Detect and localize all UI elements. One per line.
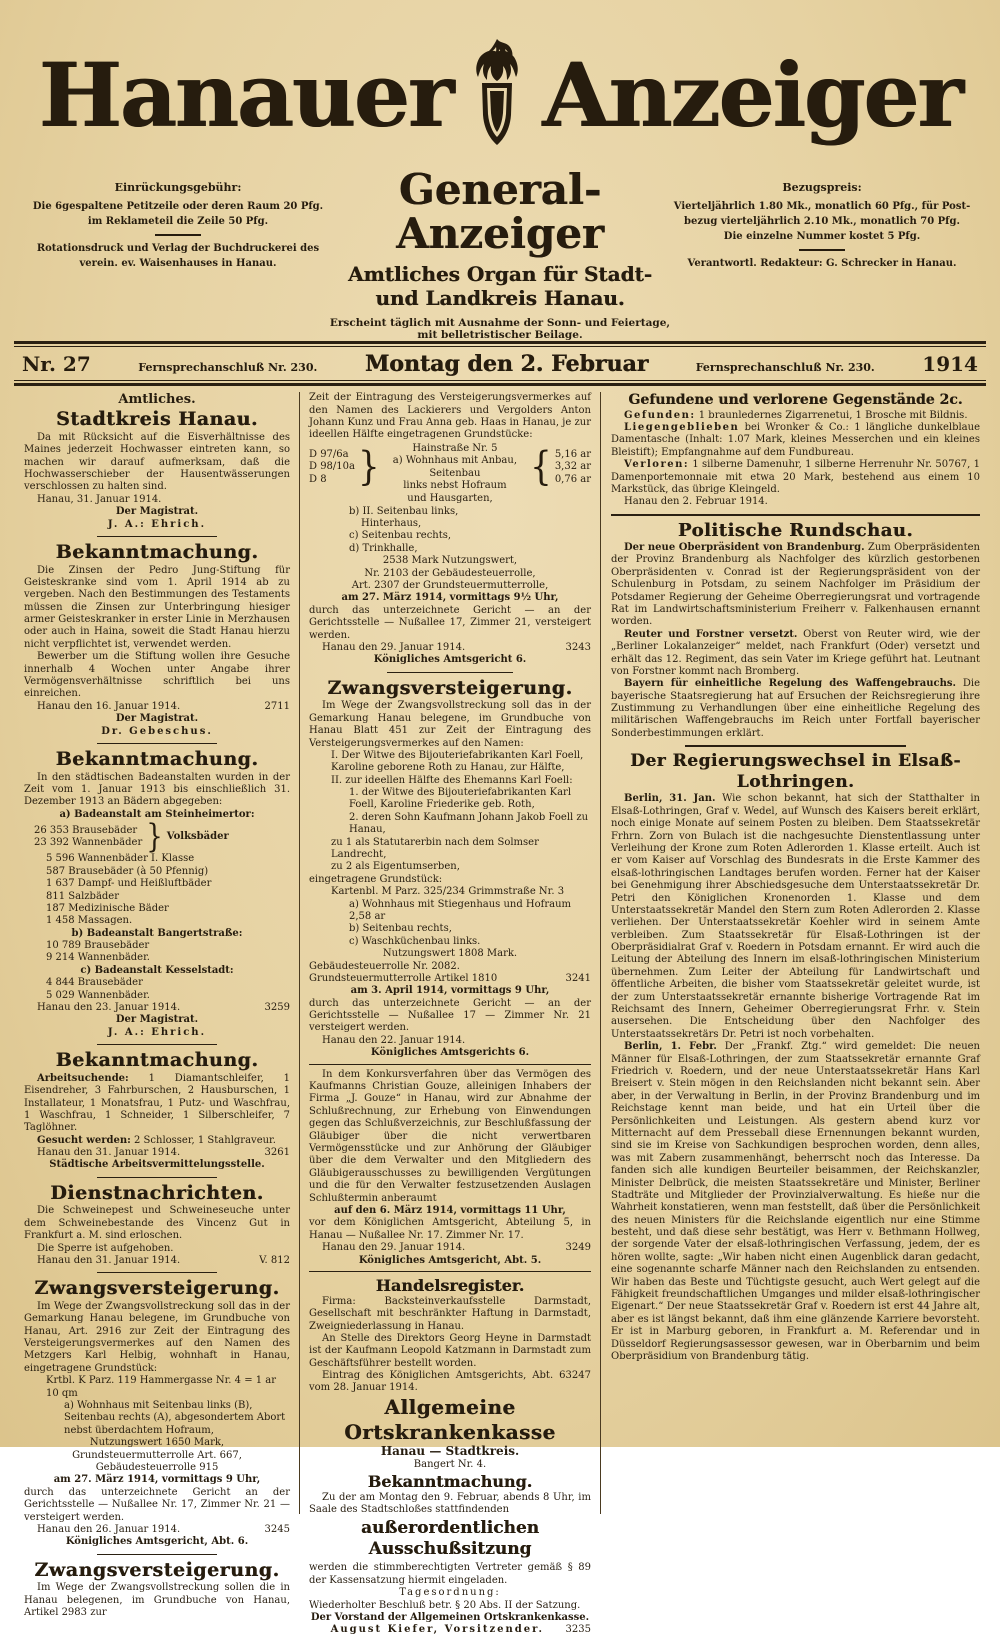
date-row [24,701,290,713]
list-item: 1 637 Dampf- und Heißluftbäder [46,878,212,890]
divider [155,234,201,236]
article-paragraph: Die Sperre ist aufgehoben. [37,1242,174,1254]
date-row [24,1002,290,1014]
article-paragraph [611,629,980,679]
section-divider [97,536,217,537]
article-date: Hanau den 16. Januar 1914. [37,700,181,712]
ref-number: 3259 [264,1002,290,1014]
ref-number: 3245 [264,1523,290,1535]
article-amtliches [24,392,290,537]
section-divider [387,672,514,673]
section-divider [97,1272,217,1273]
signature: Der Magistrat. [115,713,199,725]
subscription-heading: Bezugspreis: [782,181,862,194]
article-paragraph [611,459,980,496]
dateline-lead: Berlin, 31. Jan. [624,793,716,805]
article-title: Stadtkreis Hanau. [56,408,258,431]
article-title: Zwangsversteigerung. [327,676,573,699]
list-line: eingetragene Grundstück: [309,873,443,885]
article-paragraph: durch das unterzeichnete Gericht an der Gerichtsstelle — Nußallee Nr. 17, Zimmer Nr. 21 — versteigert werden. [24,1486,290,1523]
subscription-box [672,168,972,341]
list-line: zu 2 als Eigentumserben, [331,861,460,873]
article-regierungswechsel [611,751,980,1363]
signature: August Kiefer, Vorsitzender. [330,1624,544,1636]
article-date: Hanau den 26. Januar 1914. [37,1523,181,1535]
list-line: zu 1 als Statutarerbin nach dem Solmser Landrecht, [331,836,539,861]
parcel-desc: a) Wohnhaus mit Anbau, Seitenbau [392,455,517,479]
article-title: Bekanntmachung. [55,747,259,770]
editor-line: Verantwortl. Redakteur: G. Schrecker in Hanau. [687,257,957,269]
date-row [309,1242,591,1254]
signature: Städtische Arbeitsvermittelungsstelle. [49,1159,265,1171]
list-item: 587 Brausebäder (à 50 Pfennig) [46,865,209,877]
date-row [24,1147,290,1159]
list-item: 1 458 Massagen. [46,915,133,927]
list-item: 4 844 Brausebäder [46,977,143,989]
masthead-title-right: Anzeiger [541,43,962,147]
article-paragraph: Da mit Rücksicht auf die Eisverhältnisse des Maines jederzeit Hochwasser eintreten kann, so machen wir darauf aufmerksam, daß die Hochwasserschieber der Hausentwässerungen verschlossen zu halten sind. [24,431,290,493]
article-paragraph: In dem Konkursverfahren über das Vermögen des Kaufmanns Christian Gouze, alleinigen Inhabers der Firma „J. Gouze“ in Hanau, wird zur Abnahme der Schlußrechnung, zur Erhebung von Einwendungen gegen das Schlußverzeichnis, zur Beschlußfassung der Gläubiger über die nicht verwertbaren Vermögensstücke und zur Anhörung der Gläubiger über die dem Verwalter und den Mitgliedern des Gläubigerausschusses zu bewilligenden Vergütungen und die für den Verwalter festzusetzenden Auslagen Schlußtermin anberaumt [309,1068,591,1204]
property-line: c) Seitenbau rechts, [349,530,452,542]
paragraph-text: Der „Frankf. Ztg.“ wird gemeldet: Die neuen Männer für Elsaß-Lothringen, der zum Staatssekretär ernannte Graf Friedrich v. Roedern, und der neue Unterstaatssekretär Hans Karl Breisert v. Stein mögen in den Reichslanden nicht bekannt sein. Aber aber, in der Verwaltung in Berlin, in der Provinz Brandenburg und im Reichstage kennt man beide, und hat ein Urteil über die Persönlichkeiten und Leistungen. Als gestern abend kurz vor Mitternacht auf dem Presseball diese Ernennungen bekannt wurden, sind sie im Kreise von Sachkundigen besprochen worden, denn alles, was mit Zabern zusammenhängt, beherrscht noch das Interesse. Da fanden sich alle kundigen Beurteiler beisammen, der Reichskanzler, Minister Delbrück, die meisten Staatssekretäre und Minister, Berliner Stadträte und Mitglieder der Provinzialverwaltung. Es hieße nur die Wahrheit konstatieren, wenn man feststellt, daß über die Persönlichkeit des neuen Ministers für die Reichslande eigentlich nur eine Stimme besteht, und daß diese sehr bestätigt, was Herr v. Bethmann Hollweg, der sorgende Vater der elsaß-lothringischen Verfassung, jedem, der es hören wollte, sagte: „Wir haben nicht einen Augenblick daran gedacht, eine sogenannte scharfe Männer nach den Reichslanden zu entsenden. Wir haben das Beste und Tüchtigste gesucht, auch Wert gelegt auf die Fähigkeit freundschaftlichen Umganges und milder elsaß-lothringischer Eigenart.“ Der neue Staatssekretär Graf v. Roedern ist erst 44 Jahre alt, aber es ist längst bekannt, daß ihm eine glänzende Karriere bevorsteht. Er ist in Marburg geboren, in Frankfurt a. M. Referendar und in Düsseldorf Regierungsassessor gewesen, war in Oberbarnim und beim Oberpräsidium von Brandenburg tätig. [611,1041,980,1362]
article-date: Hanau den 2. Februar 1914. [624,496,768,508]
article-title: Zwangsversteigerung. [34,1277,280,1300]
auction-datetime: am 27. März 1914, vormittags 9 Uhr, [53,1474,261,1486]
list-heading: a) Badeanstalt am Steinheimertor: [59,808,255,820]
ref-number: 3243 [565,642,591,653]
article-bekanntmachung-1 [24,541,290,744]
property-line: Gebäudesteuerrolle Nr. 2082. [309,960,460,972]
section-divider [97,1177,217,1178]
list-item: 10 789 Brausebäder [46,940,150,952]
bold-lead: Der neue Oberpräsident von Brandenburg. [624,541,865,553]
section-divider [97,1554,217,1555]
parcel-label: D 98/10a [309,461,355,473]
section-divider [97,1044,217,1045]
signature: Der Vorstand der Allgemeinen Ortskrankenkasse. [310,1612,590,1624]
article-dienstnachrichten [24,1182,290,1274]
signature: Dr. Gebeschus. [101,725,213,737]
paragraph-text: Die bayerische Staatsregierung hat auf Ersuchen der Reichsregierung ihre Zustimmung zu Verhandlungen über eine einheitliche Regelung des militärischen Waffengebrauchs im Reich unter Fortfall bayerischer Sonderbestimmungen erklärt. [611,678,980,739]
article-paragraph: durch das unterzeichnete Gericht — an der Gerichtsstelle — Nußallee 17, Zimmer 21, versteigert werden. [309,604,591,641]
article-paragraph [611,422,980,459]
subscription-line: Vierteljährlich 1.80 Mk., monatlich 60 Pfg., für Post- [673,200,971,212]
article-bekanntmachung-3 [24,1049,290,1178]
article-continuation [309,392,591,673]
property-line: Grundsteuermutterrolle Artikel 1810 [309,972,498,984]
property-line: b) Seitenbau rechts, [349,923,452,935]
article-title: Der Regierungswechsel in Elsaß-Lothringen. [630,751,961,793]
subtitle: General-Anzeiger [396,165,604,259]
bold-lead: Bayern für einheitliche Regelung des Waffengebrauchs. [624,678,956,690]
property-line: 2538 Mark Nutzungswert, [382,555,518,567]
article-paragraph: Zeit der Eintragung des Versteigerungsvermerkes auf den Namen des Lackierers und Vergolders Anton Johann Kunz und Frau Anna geb. Haas in Hanau, je zur ideellen Hälfte eingetragenen Grundstücke: [309,392,591,441]
article-fundsachen [611,392,980,515]
organ-line: Amtliches Organ für Stadt- und Landkreis Hanau. [348,262,652,311]
article-title: Bekanntmachung. [367,1471,533,1491]
imprint-line: Rotationsdruck und Verlag der Buchdruckerei des [36,242,320,254]
subscription-line: Die einzelne Nummer kostet 5 Pfg. [723,230,921,242]
date-row [24,1524,290,1536]
masthead [0,0,1000,164]
column-2 [299,392,600,1636]
phone-left: Fernsprechanschluß Nr. 230. [138,361,318,375]
signature: Königliches Amtsgericht, Abt. 6. [65,1536,249,1548]
group-label: Volksbäder [166,831,229,843]
brace-glyph: } [146,818,163,856]
article-date: Hanau den 29. Januar 1914. [322,1242,466,1254]
ref-number: 3241 [565,972,591,984]
article-paragraph: Eintrag des Königlichen Amtsgerichts, Abt. 6 vom 28. Januar 1914. [309,1370,566,1394]
divider [799,249,845,251]
signature: J. A.: Ehrich. [107,1026,207,1038]
property-line: Kartenbl. M Parz. 325/234 Grimmstraße Nr. 3 [331,886,565,898]
list-item: 23 392 Wannenbäder [34,837,143,849]
pricing-box [28,168,328,341]
section-divider [309,1271,591,1272]
list-item: 9 214 Wannenbäder. [46,952,150,964]
signature-row [309,1624,591,1636]
article-paragraph: An Stelle des Direktors Georg Heyne in Darmstadt ist der Kaufmann Leopold Katzmann in Darmstadt zum Geschäftsführer bestellt worden. [309,1332,591,1369]
brace-glyph: { [530,444,552,491]
article-date: Hanau, 31. Januar 1914. [37,493,162,505]
article-date: Hanau den 23. Januar 1914. [37,1002,181,1014]
property-line: Nr. 2103 der Gebäudesteuerrolle, [364,567,536,579]
auction-datetime: am 27. März 1914, vormittags 9½ Uhr, [341,592,559,604]
article-date: Hanau den 31. Januar 1914. [37,1147,181,1159]
bold-lead: Gesucht werden: [37,1134,131,1146]
bold-lead: Reuter und Forstner versetzt. [624,628,798,640]
issue-year: 1914 [922,352,978,377]
issue-date: Montag den 2. Februar [364,351,649,378]
article-bekanntmachung-2 [24,748,290,1045]
date-row [309,1370,591,1395]
issue-number: Nr. 27 [22,352,91,377]
agenda-item: Wiederholter Beschluß betr. § 20 Abs. II der Satzung. [309,1599,581,1611]
section-divider [97,743,217,744]
article-paragraph: Im Wege der Zwangsvollstreckung sollen die in Hanau belegenen, im Grundbuche von Hanau, Artikel 2983 zur [24,1582,290,1619]
ref-number: 3235 [565,1624,591,1636]
paragraph-text: 1 Diamantschleifer, 1 Eisendreher, 3 Fahrburschen, 2 Hausburschen, 1 Installateur, 1 Monatsfrau, 1 Putz- und Waschfrau, 1 Waschfrau, 1 Schneider, 1 Silberschleifer, 7 Taglöhner. [24,1072,290,1134]
pricing-heading: Einrückungsgebühr: [114,181,242,194]
article-paragraph: Bewerber um die Stiftung wollen ihre Gesuche innerhalb 4 Wochen unter Angabe ihrer Vermögensverhältnisse schriftlich bei uns einreichen. [24,651,290,700]
agenda-heading: Tagesordnung: [399,1587,501,1599]
property-line: c) Waschküchenbau links. [349,935,481,947]
paragraph-text: Oberst von Reuter wird, wie der „Berliner Lokalanzeiger“ meldet, nach Frankfurt (Oder) versetzt und erhält das 12. Regiment, das sein Vater im Kriege geführt hat. Leutnant von Forstner kommt nach Bromberg. [611,628,980,677]
article-paragraph: Die Zinsen der Pedro Jung-Stiftung für Geisteskranke sind vom 1. April 1914 ab zu vergeben. Nach den Bestimmungen des Testaments müssen die Zinsen zur Unterbringung hiesiger armer Geisteskranker in erster Linie in Merzhausen oder auch in Haina, soweit die Stadt Hanau hierzu nicht verpflichtet ist, verwendet werden. [24,564,290,650]
article-date: Hanau den 29. Januar 1914. [322,642,466,653]
list-item: 187 Medizinische Bäder [46,902,169,914]
list-line: 1. der Witwe des Bijouteriefabrikanten Karl Foell, Karoline Friederike geb. Roth, [349,787,572,811]
hearing-datetime: auf den 6. März 1914, vormittags 11 Uhr, [334,1204,566,1216]
article-title: Zwangsversteigerung. [34,1558,280,1581]
parcel-table [309,443,591,493]
article-subtitle: Bangert Nr. 4. [413,1459,487,1471]
article-zwangsversteigerung-1 [24,1277,290,1554]
parcel-desc: Hainstraße Nr. 5 [412,442,498,454]
property-line: und Hausgarten, [407,493,493,505]
property-line: Art. 2307 der Grundsteuermutterrolle, [351,580,549,592]
masthead-center [328,165,672,342]
list-line: I. Der Witwe des Bijouteriefabrikanten Karl Foell, Karoline geborene Roth zu Hanau, zur Hälfte, [331,749,584,774]
article-paragraph [611,542,980,629]
parcel-desc: links nebst Hofraum [403,479,507,491]
bold-lead: Arbeitsuchende: [37,1072,129,1084]
brace-glyph: } [357,444,380,491]
pricing-line: im Reklameteil die Zeile 50 Pfg. [87,215,269,227]
article-title: Dienstnachrichten. [50,1181,264,1204]
article-konkursverfahren [309,1069,591,1272]
article-paragraph: Zu der am Montag den 9. Februar, abends 8 Uhr, im Saale des Stadtschloßes stattfindenden [309,1491,591,1515]
date-row [309,642,591,654]
masthead-title-left: Hanauer [38,43,452,147]
article-paragraph [611,410,980,422]
list-line: II. zur ideellen Hälfte des Ehemanns Karl Foell: [331,774,573,786]
dateline-lead: Berlin, 1. Febr. [624,1041,717,1053]
list-line: 2. deren Sohn Kaufmann Johann Jakob Foell zu Hanau, [349,811,589,836]
article-title: Bekanntmachung. [55,540,259,563]
article-handelsregister [309,1276,591,1395]
bold-lead: Verloren: [624,459,690,471]
imprint-line: verein. ev. Waisenhauses in Hanau. [79,257,277,269]
article-title: Handelsregister. [375,1275,525,1295]
article-date: Hanau den 22. Januar 1914. [322,1034,466,1046]
subscription-line: bezug vierteljährlich 2.10 Mk., monatlich 70 Pfg. [684,215,960,227]
date-row [309,973,591,985]
subhead [0,164,1000,341]
article-paragraph: durch das unterzeichnete Gericht — an der Gerichtsstelle — Nußallee 17 — Zimmer Nr. 21 versteigert werden. [309,997,591,1034]
property-line: a) Wohnhaus mit Seitenbau links (B), Seitenbau rechts (A), abgesondertem Abort nebst überdachtem Hofraum, [64,1400,286,1436]
section-kicker: Amtliches. [118,392,196,408]
section-divider [685,745,906,747]
article-paragraph [24,1135,290,1147]
article-zwangsversteigerung-2 [24,1559,290,1620]
volksbaeder-group [24,818,290,856]
list-item: 811 Salzbäder [46,890,120,902]
article-paragraph [611,678,980,740]
property-line: Grundsteuermutterrolle Art. 667, [72,1449,242,1461]
publish-line: Erscheint täglich mit Ausnahme der Sonn- und Feiertage, mit belletristischer Beilage. [329,317,671,342]
page-content [0,386,1000,1636]
list-heading: c) Badeanstalt Kesselstadt: [80,964,234,976]
signature: J. A.: Ehrich. [107,518,207,530]
ref-number: 3247 [565,1370,591,1382]
paragraph-text: Wie schon bekannt, hat sich der Statthalter in Elsaß-Lothringen, Graf v. Wedel, auf Wunsch des Kaisers bereit erklärt, noch einige Monate auf seinem Posten zu bleiben. Dem Staatssekretär Frhrn. Zorn von Bulach ist die nachgesuchte Dienstentlassung unter Verleihung der Krone zum Roten Adlerorden 1. Klasse erteilt. Auch ist er vom Kaiser auf Vorschlag des Bundesrats in die Erste Kammer des elsaß-lothringischen Landtages berufen worden. Ferner hat der Kaiser bei Genehmigung ihrer Abschiedsgesuche dem Unterstaatssekretär Dr. Petri den Königlichen Kronenorden 1. Klasse und dem Unterstaatssekretär Mandel den Stern zum Roten Adlerorden 2. Klasse verliehen. Der Unterstaatssekretär Koehler wird in seinem Amte verbleiben. Zum Staatssekretär für Elsaß-Lothringen ist der Oberpräsidialrat Graf v. Roedern in Potsdam ernannt. Er wird auch die Leitung der Abteilung des Innern im elsaß-lothringischen Ministerium übernehmen. Zum Leiter der Abteilung für Landwirtschaft und öffentliche Arbeiten, die bisher vom Staatssekretär geleitet wurde, ist der zum Unterstaatssekretär ernannte bisherige Vortragende Rat im Reichsamt des Innern, Geheimer Oberregierungsrat Frhr. v. Stein ausersehen. Die Entscheidung über den Nachfolger des Unterstaatssekretärs Dr. Petri ist noch vorbehalten. [611,793,980,1040]
article-title: Politische Rundschau. [677,519,914,541]
article-politische-rundschau [611,520,980,748]
article-title: Gefundene und verlorene Gegenstände 2c. [628,392,963,409]
article-title: Bekanntmachung. [55,1049,259,1072]
article-paragraph: Im Wege der Zwangsvollstreckung soll das in der Gemarkung Hanau belegene, im Grundbuche von Hanau, Art. 2916 zur Zeit der Eintragung des Versteigerungsvermerkes auf den Namen des Metzgers Karl Helbig, wohnhaft in Hanau, eingetragene Grundstück: [24,1300,290,1374]
list-item: 5 029 Wannenbäder. [46,989,150,1001]
meeting-title: außerordentlichen Ausschußsitzung [360,1518,540,1560]
property-line: Hinterhaus, [361,518,422,530]
section-divider [611,514,980,516]
paragraph-text: bei Wronker & Co.: 1 längliche dunkelblaue Damentasche (Inhalt: 1.07 Mark, kleines Messerchen und ein kleines Bleistift); Empfangnahme auf dem Fundbureau. [611,421,980,458]
article-ortskrankenkasse [309,1395,591,1637]
article-paragraph: In den städtischen Badeanstalten wurden in der Zeit vom 1. Januar 1913 bis einschließlich 31. Dezember 1913 an Bädern abgegeben: [24,771,290,808]
article-paragraph: Firma: Backsteinverkaufsstelle Darmstadt, Gesellschaft mit beschränkter Haftung in Darmstadt, Zweigniederlassung in Hanau. [309,1295,591,1332]
property-line: Gebäudesteuerrolle 915 [95,1461,219,1473]
article-paragraph [24,1073,290,1135]
parcel-area: 3,32 ar [554,461,591,473]
property-line: a) Wohnhaus mit Stiegenhaus und Hofraum 2,58 ar [349,898,572,922]
bold-lead: Liegengeblieben [624,421,740,433]
paragraph-text: 1 braunledernes Zigarrenetui, 1 Brosche mit Bildnis. [698,409,968,421]
auction-datetime: am 3. April 1914, vormittags 9 Uhr, [350,985,550,997]
column-1 [24,392,299,1619]
property-line: d) Trinkhalle, [349,542,418,554]
section-divider [309,1064,591,1065]
property-line: Krtbl. K Parz. 119 Hammergasse Nr. 4 = 1 ar 10 qm [46,1375,277,1399]
ref-number: 2711 [264,700,290,712]
ref-number: V. 812 [259,1254,290,1266]
article-paragraph: Die Schweinepest und Schweineseuche unter dem Schweinebestande des Vincenz Gut in Frankfurt a. M. sind erloschen. [24,1205,290,1242]
article-paragraph: vor dem Königlichen Amtsgericht, Abteilung 5, in Hanau — Nußallee Nr. 17. Zimmer Nr. 17. [309,1217,591,1241]
dateline [0,347,1000,380]
property-line: Nutzungswert 1808 Mark. [382,948,518,960]
list-heading: b) Badeanstalt Bangertstraße: [71,927,243,939]
article-title: Allgemeine Ortskrankenkasse [344,1394,556,1444]
paragraph-text: Zum Oberpräsidenten der Provinz Brandenburg als Nachfolger des kürzlich gestorbenen Oberpräsidenten v. Conrad ist der Regierungspräsident von der Schulenburg in Potsdam, zu seinem Nachfolger im Präsidium der Potsdamer Regierung der Geheime Oberregierungsrat und vortragende Rat im Landwirtschaftsministerium Freiherr v. Falkenhausen ernannt worden. [611,541,980,628]
heraldic-crest-icon [466,37,528,153]
signature: Der Magistrat. [115,506,199,518]
parcel-label: D 97/6a [309,448,349,460]
article-paragraph: Im Wege der Zwangsvollstreckung soll das in der Gemarkung Hanau belegene, im Grundbuche von Hanau Blatt 451 zur Zeit der Eintragung des Versteigerungsvermerkes auf den Namen: [309,700,591,749]
bold-lead: Gefunden: [624,409,696,421]
article-paragraph [611,793,980,1041]
parcel-label: D 8 [309,473,327,485]
ref-number: 3261 [264,1147,290,1159]
ref-number: 3249 [565,1242,591,1254]
article-subtitle: Hanau — Stadtkreis. [380,1444,520,1459]
pricing-line: Die 6gespaltene Petitzeile oder deren Raum 20 Pfg. [32,200,324,212]
paragraph-text: 2 Schlosser, 1 Stahlgraveur. [134,1134,276,1146]
property-line: b) II. Seitenbau links, [349,505,459,517]
signature: Königliches Amtsgerichts 6. [370,1047,530,1059]
article-paragraph [611,1041,980,1363]
signature: Königliches Amtsgericht 6. [373,654,527,666]
article-date: Hanau den 31. Januar 1914. [37,1254,181,1266]
column-3 [600,392,980,1514]
list-item: 5 596 Wannenbäder I. Klasse [46,853,195,865]
article-paragraph: werden die stimmberechtigten Vertreter gemäß § 89 der Kassensatzung hiermit eingeladen. [309,1562,591,1586]
signature: Der Magistrat. [115,1014,199,1026]
property-line: Nutzungswert 1650 Mark, [89,1437,225,1449]
date-row [24,1255,290,1267]
parcel-area: 5,16 ar [554,448,591,460]
signature: Königliches Amtsgericht, Abt. 5. [358,1254,542,1266]
paragraph-text: 1 silberne Damenuhr, 1 silberne Herrenuhr Nr. 50767, 1 Damenportemonnaie mit etwa 20 Mark, bestehend aus einem 10 Markstück, das übrige Kleingeld. [611,459,980,495]
parcel-area: 0,76 ar [554,473,591,485]
article-zwangsversteigerung-foell [309,677,591,1065]
list-item: 26 353 Brausebäder [34,824,138,836]
phone-right: Fernsprechanschluß Nr. 230. [695,361,875,375]
